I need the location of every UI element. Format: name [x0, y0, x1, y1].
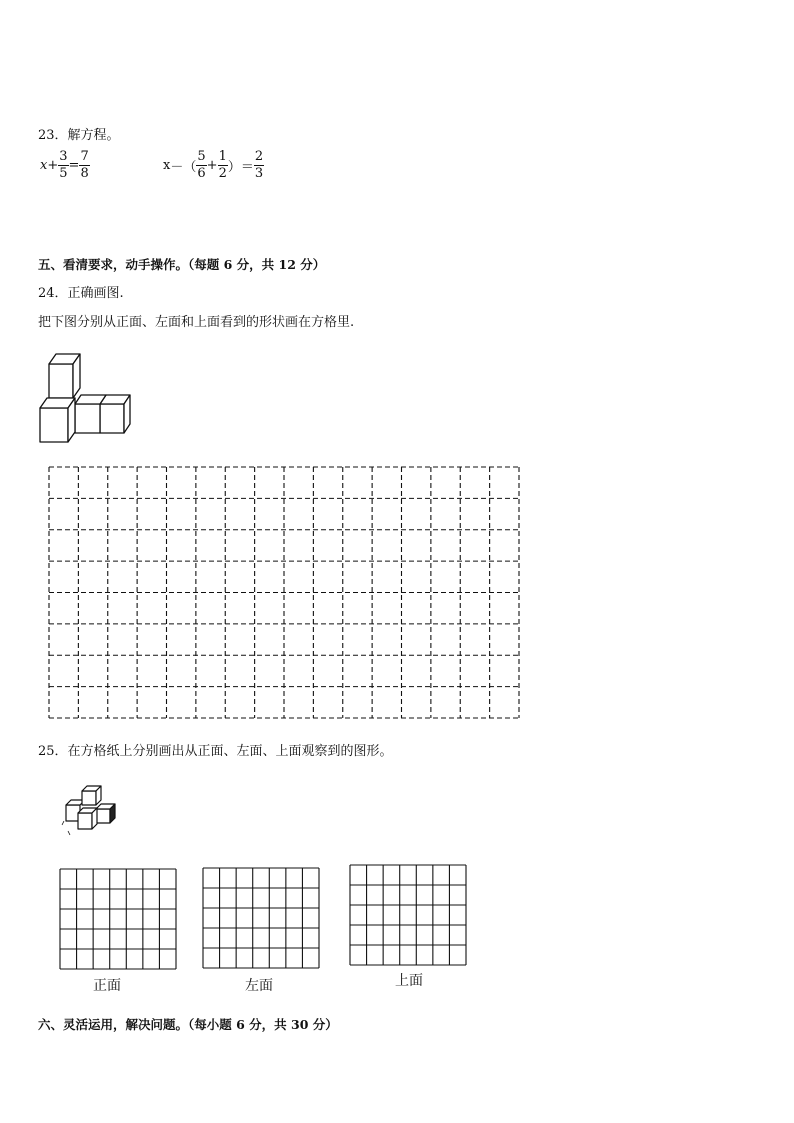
- cube-figure-1: [36, 350, 140, 446]
- section-5-heading: 五、看清要求，动手操作。（每题 6 分，共 12 分）: [38, 257, 326, 272]
- eq2-right-paren: ）: [227, 159, 241, 175]
- eq2-fraction-2-denominator: 2: [218, 165, 227, 181]
- eq1-fraction-2: [79, 150, 89, 180]
- eq1-variable: x: [40, 157, 48, 173]
- eq2-plus: +: [206, 157, 218, 173]
- eq2-fraction-1-denominator: 6: [197, 165, 206, 181]
- eq2-equals: ＝: [240, 159, 254, 175]
- eq2-fraction-1-numerator: 5: [197, 149, 206, 164]
- equation-1: [40, 150, 90, 180]
- q25-label-front: 正面: [93, 978, 121, 994]
- section-6-heading: 六、灵活运用，解决问题。（每小题 6 分，共 30 分）: [38, 1017, 338, 1032]
- question-24-title: 24．正确画图.: [38, 286, 124, 301]
- eq2-fraction-1: [196, 150, 206, 180]
- q25-grid-top[interactable]: [349, 864, 467, 966]
- q25-label-left: 左面: [245, 978, 273, 994]
- eq2-left-paren: （: [183, 159, 197, 175]
- cube-figure-2: [58, 783, 128, 843]
- eq2-fraction-3: [254, 150, 264, 180]
- eq1-fraction-2-numerator: 7: [80, 149, 89, 164]
- equation-2: [163, 150, 264, 180]
- eq1-fraction-1-numerator: 3: [59, 149, 68, 164]
- q25-grid-left[interactable]: [202, 867, 320, 969]
- eq2-fraction-2-numerator: 1: [218, 149, 227, 164]
- eq2-fraction-3-numerator: 2: [254, 149, 264, 164]
- eq2-minus: －: [170, 159, 184, 175]
- q24-dashed-answer-grid[interactable]: [48, 466, 522, 720]
- eq1-fraction-2-denominator: 8: [80, 165, 89, 181]
- question-23-title: 23．解方程。: [38, 128, 120, 143]
- eq1-fraction-1-denominator: 5: [59, 165, 68, 181]
- q25-label-top: 上面: [395, 973, 423, 989]
- eq2-fraction-3-denominator: 3: [254, 165, 264, 181]
- eq1-equals: =: [68, 157, 80, 173]
- question-25-title: 25．在方格纸上分别画出从正面、左面、上面观察到的图形。: [38, 744, 393, 759]
- eq1-fraction-1: [58, 150, 68, 180]
- eq2-variable: x: [163, 157, 171, 173]
- eq1-plus: +: [47, 157, 59, 173]
- eq2-fraction-2: [218, 150, 228, 180]
- question-24-instruction: 把下图分别从正面、左面和上面看到的形状画在方格里.: [38, 315, 355, 330]
- q25-grid-front[interactable]: [59, 868, 177, 970]
